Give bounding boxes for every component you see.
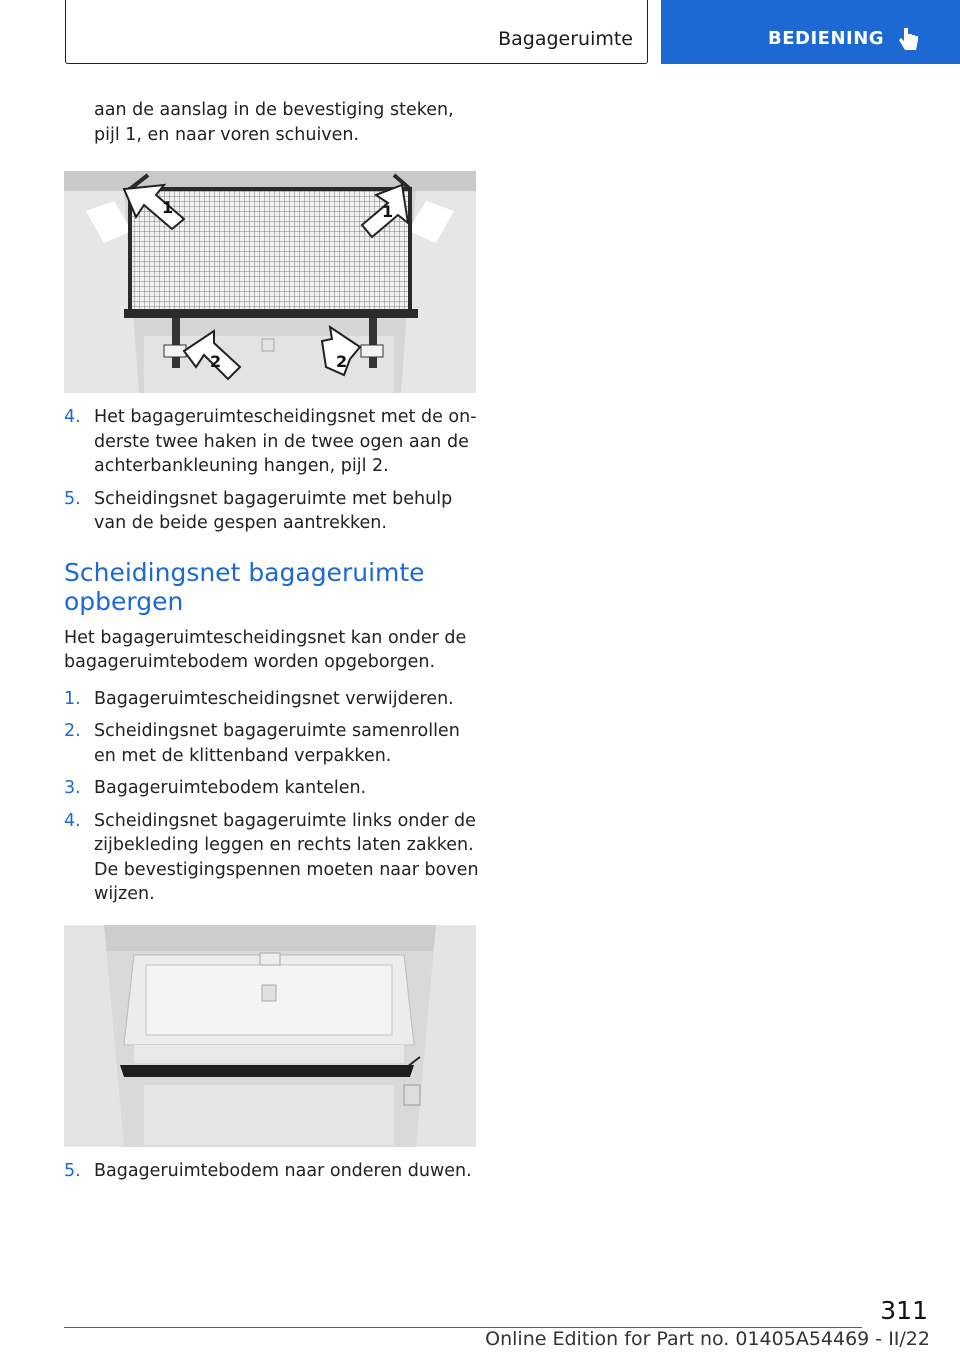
list-item: 5. Scheidingsnet bagageruimte met behulp van de beide gespen aantrekken. [64,488,453,533]
list-item: 1. Bagageruimtescheidingsnet verwijderen. [64,688,454,709]
list-item: 4. Het bagageruimtescheidingsnet met de onderste twee haken in de twee ogen aan de achterbankleuning hangen, pijl 2. [64,407,477,476]
steps-list-b [64,687,484,907]
arrow-1-right-label: 1 [382,202,394,221]
list-item: 4. Scheidingsnet bagageruimte links onder de zijbekleding leggen en rechts laten zakken. De bevestigingspennen moeten naar boven wijzen. [64,810,479,904]
list-item: 3. Bagageruimtebodem kantelen. [64,778,367,798]
intro-text: aan de aanslag in de bevestiging steken, pijl 1, en naar voren schuiven. [94,100,454,145]
section-heading: Scheidingsnet bagageruimte opbergen [64,557,425,616]
page-number: 311 [880,1296,928,1325]
steps-list-c [64,1159,484,1184]
steps-list-a [64,405,484,536]
figure-net-mounting [64,171,476,393]
header-chapter-tab [661,0,960,64]
arrow-2-left-label: 2 [210,352,222,371]
arrow-1-left-label: 1 [162,198,174,217]
header-section-tab [65,0,648,64]
section-intro: Het bagageruimtescheidingsnet kan onder de bagageruimtebodem worden opgeborgen. [64,627,467,672]
section-title: Bagageruimte [498,28,633,50]
hand-pointer-icon [898,26,922,54]
list-item: 5. Bagageruimtebodem naar onderen duwen. [64,1160,472,1181]
main-content [64,98,484,1191]
chapter-title: BEDIENING [768,28,885,49]
list-item: 2. Scheidingsnet bagageruimte samenrollen en met de klittenband verpakken. [64,721,460,766]
footer-edition-text: Online Edition for Part no. 01405A54469 - II/22 [485,1328,930,1350]
arrow-2-right-label: 2 [336,352,348,371]
figure-floor-storage [64,925,476,1147]
